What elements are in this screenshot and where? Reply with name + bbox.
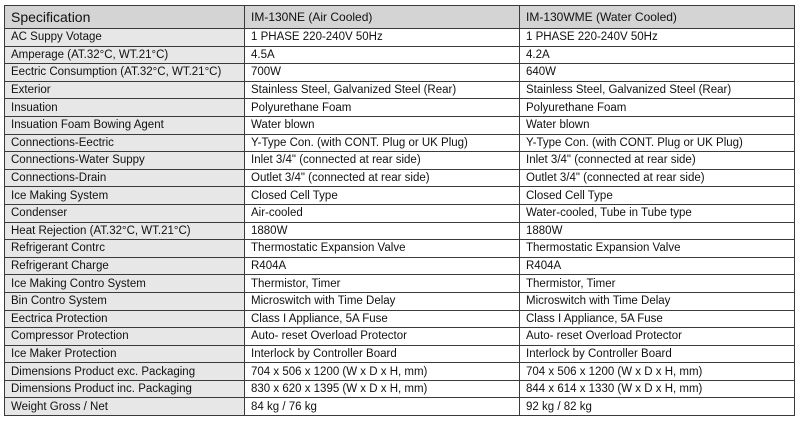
spec-table-container	[4, 5, 794, 416]
water-cooled-value-cell: Class I Appliance, 5A Fuse	[520, 310, 795, 328]
air-cooled-value-cell: Water blown	[245, 116, 520, 134]
table-row	[5, 328, 795, 346]
air-cooled-value-cell: Inlet 3/4" (connected at rear side)	[245, 152, 520, 170]
table-row	[5, 292, 795, 310]
spec-label-cell: Refrigerant Charge	[5, 257, 245, 275]
table-row	[5, 398, 795, 416]
spec-label-cell: Insuation Foam Bowing Agent	[5, 116, 245, 134]
spec-label-cell: Connections-Drain	[5, 169, 245, 187]
air-cooled-value-cell: Air-cooled	[245, 204, 520, 222]
air-cooled-value-cell: R404A	[245, 257, 520, 275]
table-row	[5, 257, 795, 275]
spec-label-cell: Dimensions Product exc. Packaging	[5, 363, 245, 381]
spec-label-cell: Amperage (AT.32°C, WT.21°C)	[5, 46, 245, 64]
air-cooled-value-cell: Thermistor, Timer	[245, 275, 520, 293]
header-model-air-cooled: IM-130NE (Air Cooled)	[245, 6, 520, 29]
table-row	[5, 29, 795, 47]
spec-label-cell: Compressor Protection	[5, 328, 245, 346]
table-row	[5, 240, 795, 258]
table-row	[5, 363, 795, 381]
air-cooled-value-cell: 4.5A	[245, 46, 520, 64]
table-row	[5, 380, 795, 398]
air-cooled-value-cell: Interlock by Controller Board	[245, 345, 520, 363]
table-row	[5, 345, 795, 363]
air-cooled-value-cell: 1 PHASE 220-240V 50Hz	[245, 29, 520, 47]
water-cooled-value-cell: Y-Type Con. (with CONT. Plug or UK Plug)	[520, 134, 795, 152]
water-cooled-value-cell: 844 x 614 x 1330 (W x D x H, mm)	[520, 380, 795, 398]
spec-label-cell: Heat Rejection (AT.32°C, WT.21°C)	[5, 222, 245, 240]
specification-table	[4, 5, 795, 416]
table-row	[5, 64, 795, 82]
spec-label-cell: Connections-Water Suppy	[5, 152, 245, 170]
water-cooled-value-cell: Auto- reset Overload Protector	[520, 328, 795, 346]
air-cooled-value-cell: Outlet 3/4" (connected at rear side)	[245, 169, 520, 187]
spec-label-cell: Condenser	[5, 204, 245, 222]
water-cooled-value-cell: Water blown	[520, 116, 795, 134]
table-row	[5, 204, 795, 222]
table-row	[5, 275, 795, 293]
table-row	[5, 46, 795, 64]
air-cooled-value-cell: Closed Cell Type	[245, 187, 520, 205]
water-cooled-value-cell: 92 kg / 82 kg	[520, 398, 795, 416]
table-row	[5, 310, 795, 328]
air-cooled-value-cell: Auto- reset Overload Protector	[245, 328, 520, 346]
water-cooled-value-cell: Water-cooled, Tube in Tube type	[520, 204, 795, 222]
spec-label-cell: Ice Making System	[5, 187, 245, 205]
water-cooled-value-cell: Outlet 3/4" (connected at rear side)	[520, 169, 795, 187]
water-cooled-value-cell: Polyurethane Foam	[520, 99, 795, 117]
table-row	[5, 134, 795, 152]
table-row	[5, 152, 795, 170]
water-cooled-value-cell: 4.2A	[520, 46, 795, 64]
air-cooled-value-cell: 830 x 620 x 1395 (W x D x H, mm)	[245, 380, 520, 398]
air-cooled-value-cell: Y-Type Con. (with CONT. Plug or UK Plug)	[245, 134, 520, 152]
table-row	[5, 99, 795, 117]
air-cooled-value-cell: 84 kg / 76 kg	[245, 398, 520, 416]
water-cooled-value-cell: Thermostatic Expansion Valve	[520, 240, 795, 258]
spec-label-cell: Refrigerant Contrc	[5, 240, 245, 258]
spec-label-cell: Bin Contro System	[5, 292, 245, 310]
air-cooled-value-cell: Class I Appliance, 5A Fuse	[245, 310, 520, 328]
air-cooled-value-cell: Stainless Steel, Galvanized Steel (Rear)	[245, 81, 520, 99]
water-cooled-value-cell: Inlet 3/4" (connected at rear side)	[520, 152, 795, 170]
water-cooled-value-cell: 640W	[520, 64, 795, 82]
table-row	[5, 116, 795, 134]
spec-label-cell: Dimensions Product inc. Packaging	[5, 380, 245, 398]
air-cooled-value-cell: Thermostatic Expansion Valve	[245, 240, 520, 258]
spec-label-cell: Eectrica Protection	[5, 310, 245, 328]
table-row	[5, 187, 795, 205]
spec-label-cell: Ice Maker Protection	[5, 345, 245, 363]
water-cooled-value-cell: Microswitch with Time Delay	[520, 292, 795, 310]
water-cooled-value-cell: 1 PHASE 220-240V 50Hz	[520, 29, 795, 47]
table-row	[5, 169, 795, 187]
header-model-water-cooled: IM-130WME (Water Cooled)	[520, 6, 795, 29]
water-cooled-value-cell: 704 x 506 x 1200 (W x D x H, mm)	[520, 363, 795, 381]
spec-label-cell: Connections-Eectric	[5, 134, 245, 152]
table-header-row	[5, 6, 795, 29]
water-cooled-value-cell: Stainless Steel, Galvanized Steel (Rear)	[520, 81, 795, 99]
spec-label-cell: Insuation	[5, 99, 245, 117]
water-cooled-value-cell: Thermistor, Timer	[520, 275, 795, 293]
spec-label-cell: Weight Gross / Net	[5, 398, 245, 416]
air-cooled-value-cell: 1880W	[245, 222, 520, 240]
header-specification: Specification	[5, 6, 245, 29]
air-cooled-value-cell: Microswitch with Time Delay	[245, 292, 520, 310]
spec-label-cell: AC Suppy Votage	[5, 29, 245, 47]
water-cooled-value-cell: Closed Cell Type	[520, 187, 795, 205]
spec-label-cell: Eectric Consumption (AT.32°C, WT.21°C)	[5, 64, 245, 82]
spec-label-cell: Ice Making Contro System	[5, 275, 245, 293]
water-cooled-value-cell: R404A	[520, 257, 795, 275]
table-row	[5, 81, 795, 99]
air-cooled-value-cell: 700W	[245, 64, 520, 82]
air-cooled-value-cell: 704 x 506 x 1200 (W x D x H, mm)	[245, 363, 520, 381]
water-cooled-value-cell: 1880W	[520, 222, 795, 240]
water-cooled-value-cell: Interlock by Controller Board	[520, 345, 795, 363]
table-row	[5, 222, 795, 240]
air-cooled-value-cell: Polyurethane Foam	[245, 99, 520, 117]
spec-label-cell: Exterior	[5, 81, 245, 99]
